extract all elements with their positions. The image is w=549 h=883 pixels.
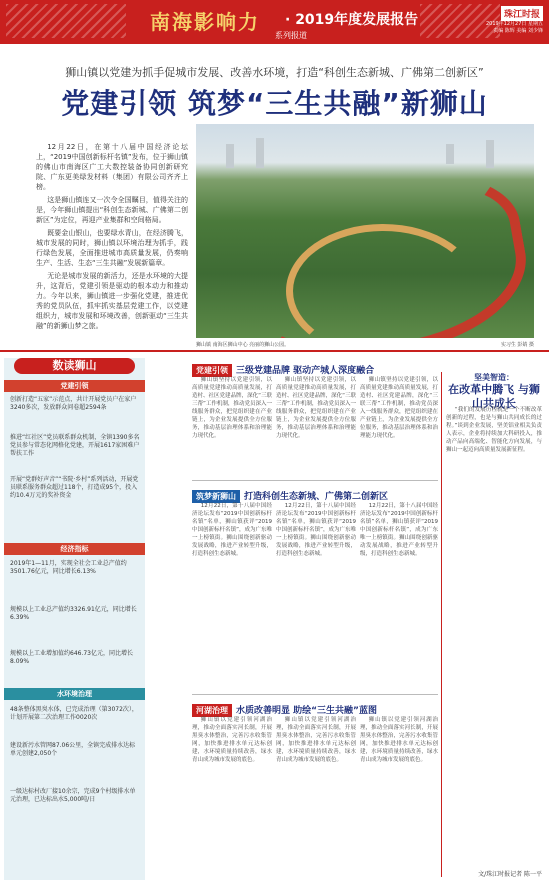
stat-item: 规模以上工业总产值约3326.91亿元，同比增长6.39% — [10, 606, 137, 621]
article-text: 狮山镇以党建引领河湖治理，推动全面落实河长制，开展黑臭水体整治，完善污水收集管网，加快推进排水单元达标创建，水环境质量持续改善，绿水青山成为城市发展的底色。 — [276, 717, 356, 763]
article-text: 狮山镇坚持以党建引领，以高质量党建推动高质量发展，打造村、社区党建品牌，深化“三联三帮”工作机制，推动党员深入一线服务群众，把党组织建在产业链上，为企业发展提供全方位服务，推动基层治理体系和治理能力现代化。 — [192, 377, 272, 439]
article-column — [360, 716, 438, 878]
article-text: 狮山镇以党建引领河湖治理，推动全面落实河长制，开展黑臭水体整治，完善污水收集管网，加快推进排水单元达标创建，水环境质量持续改善，绿水青山成为城市发展的底色。 — [360, 717, 438, 763]
article-column — [276, 376, 356, 472]
section-header-economy: 经济指标 — [4, 543, 145, 555]
commentary-headline: 在改革中腾飞 与狮山共成长 — [448, 383, 540, 410]
article-column — [276, 716, 356, 878]
editors: 责编 陈辉 美编 刘少锋 — [493, 28, 543, 34]
divider — [0, 350, 549, 352]
lead-paragraph: 既要金山银山，也要绿水青山，在经济腾飞，城市发展的同时，狮山镇以环境治理为抓手，践行绿色发展，全面推进城市高质量发展，仍奏响生产、生活、生态“三生共融”发展新篇章。 — [36, 229, 188, 267]
lead-paragraph: 12月22日，在第十八届中国经济论坛上，“2019中国创新标杆名镇”发布，位于狮山镇的佛山市南海区广工大数控装备协同创新研究院、广东更美绿发材料（集团）有限公司齐齐上榜。 — [36, 143, 188, 191]
divider — [192, 480, 438, 481]
decor-pattern — [6, 4, 126, 38]
stat-item: 规模以上工业增加值约646.73亿元，同比增长8.09% — [10, 650, 133, 665]
sidebar-title: 数读狮山 — [14, 358, 135, 374]
stat-item: 创新打造“五家”示范点，共计开展党员户在家户3240多次，发放群众问卷超2594条 — [10, 396, 137, 411]
article-text: 狮山镇以党建引领河湖治理，推动全面落实河长制，开展黑臭水体整治，完善污水收集管网，加快推进排水单元达标创建，水环境质量持续改善，绿水青山成为城市发展的底色。 — [192, 717, 272, 763]
article-text: 12月22日，第十八届中国经济论坛发布“2019中国创新标杆名镇”名单，狮山镇获评“2019中国创新标杆名镇”，成为广东唯一上榜镇街。狮山围绕创新驱动发展战略，推进产业转型升级，打造科创生态新城。 — [360, 503, 438, 557]
brand-title: 南海影响力 — [150, 10, 260, 34]
newspaper-logo: 珠江时报 — [501, 6, 543, 21]
lead-paragraphs — [36, 142, 188, 334]
kicker-line: 狮山镇以党建为抓手促城市发展、改善水环境，打造“科创生态新城、广佛第二创新区” — [65, 66, 484, 79]
article-column — [192, 502, 272, 688]
stat-item: 48条整体黑臭水体，已完成治理（第3072次），计划开展第二次治理工作0020次 — [10, 706, 138, 721]
article-text: 狮山镇坚持以党建引领，以高质量党建推动高质量发展，打造村、社区党建品牌，深化“三联三帮”工作机制，推动党员深入一线服务群众，把党组织建在产业链上，为企业发展提供全方位服务，推动基层治理体系和治理能力现代化。 — [360, 377, 438, 439]
byline: 文/珠江时报记者 陈一平 — [478, 871, 542, 878]
column-rule — [441, 372, 442, 877]
masthead-banner — [0, 0, 549, 44]
stat-item: 开展“党群好声音”“书院·乡村”系列活动，开展党员联系服务群众超过118个，打造成95个，投入约10.4万元的奖补资金 — [10, 476, 139, 499]
article-column — [192, 716, 272, 878]
article-column — [360, 376, 438, 472]
stat-item: 一级达标村改厂接10余宗，完成9个村级排水单元治理，已达标出水5,000吨/日 — [10, 788, 136, 803]
building-shape — [486, 140, 494, 168]
article-text: 狮山镇坚持以党建引领，以高质量党建推动高质量发展，打造村、社区党建品牌，深化“三联三帮”工作机制，推动党员深入一线服务群众，把党组织建在产业链上，为企业发展提供全方位服务，推动基层治理体系和治理能力现代化。 — [276, 377, 356, 439]
stat-item: 2019年1—11月，实现全社会工业总产值约3501.76亿元，同比增长6.13% — [10, 560, 127, 575]
series-label: 系列报道 — [275, 31, 307, 40]
lead-paragraph: 这是狮山镇连又一次令全国瞩目，值得关注的是，今年狮山镇提出“科创生态新城、广佛第二创新区”为定位，再迎产业集群和空间格局。 — [36, 196, 188, 224]
building-shape — [256, 138, 264, 168]
article-headline: 水质改善明显 助绘“三生共融”蓝图 — [236, 706, 377, 716]
sidebar-stats — [4, 358, 145, 880]
article-column — [360, 502, 438, 688]
divider — [192, 694, 438, 695]
lead-paragraph: 无论是城市发展的新活力，还是水环境的大提升，这背后，党建引领是驱动的根本动力和推动力。今年以来，狮山镇进一步强化党建，推进优秀的党员队伍，抓牢抓实基层党建工作，以党建组织力，城市发展和环境改善，创新驱动“三生共融”的新狮山梦之旅。 — [36, 272, 188, 330]
photo-caption-text: 狮山镇 南海区狮山中心 亮丽的狮山公园。 — [196, 342, 290, 348]
issue-date: 2019年12月27日 星期五 — [485, 21, 543, 27]
commentary-column — [446, 372, 542, 878]
building-shape — [446, 144, 454, 164]
page-title: 党建引领 筑梦“三生共融”新狮山 — [61, 87, 488, 120]
commentary-text-block — [446, 406, 542, 846]
commentary-text: “我们的发展历程就是一个不断改革创新的过程，也是与狮山共同成长的过程。”谈到企业发展，坚美铝业相关负责人表示，企业将持续加大科研投入，推动产品向高端化、智能化方向发展，与狮山一起迈向高质量发展新征程。 — [446, 407, 542, 453]
report-title: · 2019年度发展报告 — [285, 12, 419, 28]
article-tag: 河湖治理 — [192, 704, 232, 717]
issue-info — [486, 21, 543, 35]
stat-item: 建设新污水管网87.06公里，全镇完成排水达标单元创建2,050个 — [10, 742, 136, 757]
article-headline: 打造科创生态新城、广佛第二创新区 — [244, 492, 389, 502]
article-headline: 三级党建品牌 驱动产城人深度融合 — [236, 366, 375, 376]
article-tag: 筑梦新狮山 — [192, 490, 240, 503]
article-header — [192, 358, 542, 376]
stat-item: 推进“红社区”党员联系群众机制，全镇1390多名党员参与常态化网格化党建，开展1617家困难户帮扶工作 — [10, 434, 140, 457]
article-column — [192, 376, 272, 472]
article-text: 12月22日，第十八届中国经济论坛发布“2019中国创新标杆名镇”名单，狮山镇获评“2019中国创新标杆名镇”，成为广东唯一上榜镇街。狮山围绕创新驱动发展战略，推进产业转型升级，打造科创生态新城。 — [276, 503, 356, 557]
section-header-party: 党建引领 — [4, 380, 145, 392]
building-shape — [226, 144, 234, 168]
article-column — [276, 502, 356, 688]
section-header-water: 水环境治理 — [4, 688, 145, 700]
article-text: 12月22日，第十八届中国经济论坛发布“2019中国创新标杆名镇”名单，狮山镇获评“2019中国创新标杆名镇”，成为广东唯一上榜镇街。狮山围绕创新驱动发展战略，推进产业转型升级，打造科创生态新城。 — [192, 503, 272, 557]
photo-caption — [196, 341, 534, 348]
article-tag: 党建引领 — [192, 364, 232, 377]
commentary-label: 坚美智造： — [474, 373, 514, 382]
photo-credit: 实习生 彭婧 摄 — [500, 342, 534, 348]
park-aerial-photo — [196, 124, 534, 338]
